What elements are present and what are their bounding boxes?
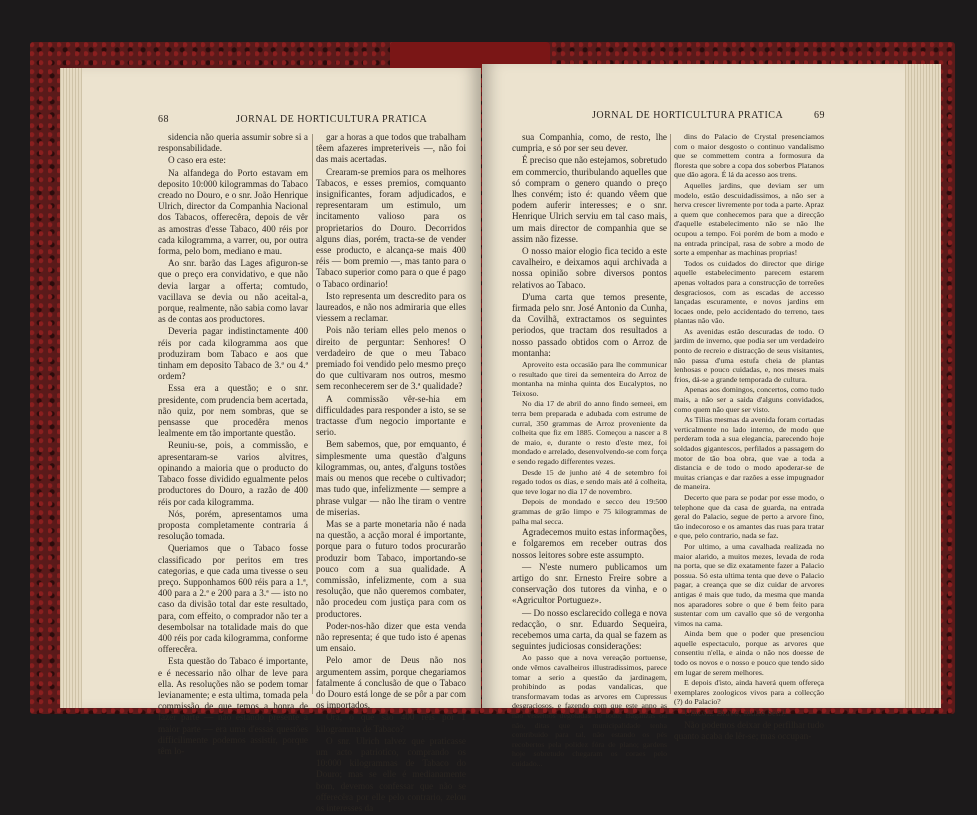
paragraph: Deveria pagar indistinctamente 400 réis por cada kilogramma aos que produziram bom Tabaco e aos que tinham em deposito Tabaco de 3.ª ou 4.ª ordem? <box>158 326 308 382</box>
paragraph: Poder-nos-hão dizer que esta venda não representa; é que tudo isto é apenas um ensaio. <box>316 620 466 654</box>
paragraph: Aproveito esta occasião para lhe communicar o resultado que tirei da sementeira do Arroz de montanha na minha quinta dos Eucalyptos, no Teixoso. <box>512 360 667 398</box>
paragraph: Unico!.. Bravo; muito bem! <box>684 708 787 719</box>
paragraph: Ainda bem que o poder que presenciou aquelle espectaculo, porque as arvores que consentiu n'ella, e ainda o não nos doesse de todo os novos e o nosso e pouco que tendo sido em lugar de serem melhores. <box>674 629 824 677</box>
right-page <box>482 64 927 768</box>
column-divider <box>312 134 313 694</box>
left-column-1 <box>158 132 308 758</box>
left-page-number: 68 <box>158 114 169 125</box>
left-page <box>60 68 481 813</box>
paragraph: Na alfandega do Porto estavam em deposito 10:000 kilogrammas do Tabaco creado no Douro, e o snr. João Henrique Ulrich, director da Companhia Nacional dos Tabacos, offerecêra, depois de vêr as amostras d'esse Tabaco, 400 réis por cada kilogramma, a varrer, ou, por outra forma, pelo bom, mediano e mau. <box>158 167 308 257</box>
paragraph: Desde 15 de junho até 4 de setembro foi regado todos os dias, e sendo mais até á colheita, que teve logar no dia 17 de novembro. <box>512 467 667 496</box>
right-column-1 <box>512 132 667 770</box>
paragraph: Ora, o que são 400 réis por 1 kilogramma de Tabaco? <box>316 712 466 734</box>
paragraph: As avenidas estão descuradas de todo. O jardim de inverno, que podia ser um verdadeiro ponto de recreio e distracção de seus visitantes, não passa d'uma estufa cheia de plantas lenhosas e pouco cuidadas, e, nos meses mais frios, dá-se a grande temporada de cultura. <box>674 326 824 384</box>
paragraph: Isto representa um descredito para os laureados, e não nos admiraria que elles viessem a reclamar. <box>316 290 466 324</box>
paragraph: sua Companhia, como, de resto, lhe cumpria, e só por ser seu dever. <box>512 132 667 154</box>
paragraph: Todos os cuidados do director que dirige aquelle estabelecimento parecem estarem apenas voltados para a construcção de torreões desgraciosos, com as escadas de accesso lançadas escuramente, e novos jardins em locaes onde, pelo accidentado do terreno, taes plantas não vão. <box>674 258 824 326</box>
paragraph: Aquelles jardins, que deviam ser um modelo, estão descuidadissimos, a não ser a herva crescer livremente por toda a parte. Apraz a quem que conhecemos para que a direcção d'aquelle estabelecimento não se não lhe ocupou a tempo. Foi porém de bom a modo e na entrada principal, rasa de sobre a modo de sorte a empenhar as machinas proprias! <box>674 180 824 258</box>
left-page-edges <box>60 68 82 708</box>
paragraph: Esta questão do Tabaco é importante, e é necessario não olhar de leve para ella. As resoluções não se podem tomar levianamente; e esta ultima, tomada pela commissão de que temos a honra de fazer parte — não estando presente a maior parte — era uma d'essas questões difficilimente podemos assistir, porque têm lo- <box>158 656 308 756</box>
paragraph: Pelo amor de Deus não nos argumentem assim, porque chegariamos fatalmente á conclusão de que o Tabaco do Douro está longe de se pôr a par com os importados. <box>316 655 466 711</box>
paragraph: A commissão vêr-se-hia em difficuldades para responder a isto, se se tractasse d'um negocio importante e serio. <box>316 393 466 438</box>
paragraph: — Do nosso esclarecido collega e nova redacção, o snr. Eduardo Sequeira, recebemos uma carta, da qual se fazem as seguintes judiciosas considerações: <box>512 607 667 652</box>
paragraph: É preciso que não estejamos, sobretudo em commercio, thuribulando aquelles que só compram o genero quando o preço lhes convém; isto é: quando vêem que podem auferir interesses; e o snr. Henrique Ulrich serviu em tal caso mais, um mais director de companhia que se assim não fizesse. <box>512 155 667 244</box>
paragraph: Essa era a questão; e o snr. presidente, com prudencia bem acertada, não quiz, por nem sombras, que se pensasse que procedêra menos lealmente em tão importante questão. <box>158 383 308 439</box>
paragraph: O nosso maior elogio fica tecido a este cavalheiro, e deixamos aqui archivada a nossa opinião sobre diversos pontos relativos ao Tabaco. <box>512 246 667 290</box>
paragraph: Ao passo que a nova vereação portuense, onde vêmos cavalheiros illustradissimos, parece tomar a serio a questão da jardinagem, prohibindo as podas vandalicas, que transformavam todas as arvores em Cupressus desgraciosos, e fazendo com que este anno as não vissemos degoladas de todo, Baganzas ou não, ditas que a municipalidade tenha contribuido para tal, não estando os pés recobertos pela polidez fóra de plano; gardens hoje sobretudo chegaram os coraes pelo cuidado... <box>512 653 667 768</box>
right-running-header: JORNAL DE HORTICULTURA PRATICA <box>592 110 784 121</box>
paragraph: Nós, porém, apresentamos uma proposta completamente contraria á resolução tomada. <box>158 508 308 542</box>
paragraph: dins do Palacio de Crystal presenciamos com o maior desgosto o continuo vandalismo que se commettem contra a formosura da floresta que sobre a copa dos soberbos Platanos que dão agora. É lá da acesso aos trens. <box>674 132 824 180</box>
paragraph: O snr. Ulrich talvez que praticasse um acto patriotico, comprando os 10:000 kilogrammas de Tabaco do Douro; mas se elle é medianamente bom, devemos confessar que não se offerecêra por elle pelo contrario, zelou os interesses da <box>316 735 466 813</box>
paragraph: No dia 17 de abril do anno findo semeei, em terra bem preparada e adubada com estrume de curral, 350 grammas de Arroz proveniente da colheita que fiz em 1885. Começou a nascer a 8 de maio, e, durante o resto d'este mez, foi mondado e arrelado, desenvolvendo-se com força e sendo regado differentes vezes. <box>512 399 668 466</box>
paragraph: Depois de mondado e secco deu 19:500 grammas de grão limpo e 75 kilogrammas de palha mal secca. <box>512 497 667 526</box>
paragraph: Ao snr. barão das Lages afiguron-se que o preço era convidativo, e que não devia largar a offerta; comtudo, vacillava se devia ou não aceital-a, porque, realmente, não sabia como lavar as de contas aos productores. <box>158 258 308 325</box>
paragraph: Mas se a parte monetaria não é nada na questão, a acção moral é importante, porque para o futuro todos procurarão produzir bom Tabaco, importando-se pouco com a sua qualidade. A commissão, infelizmente, com a sua resolução, que não queremos combater, não procedeu com justiça para com os productores. <box>316 518 466 619</box>
paragraph: Decerto que para se podar por esse modo, o telephone que da casa de guarda, na entrada geral do Palacio, segue de perto a arvore fino, tão indecoroso e os amantes das ruas para tratar e que, pelo contrario, nada se faz. <box>674 492 824 541</box>
column-divider <box>670 134 671 694</box>
paragraph: D'uma carta que temos presente, firmada pelo snr. José Antonio da Cunha, da Covilhã, extractamos os seguintes periodos, que tractam dos resultados a nosso passado obtidos com o Arroz de montanha: <box>512 291 667 358</box>
paragraph: Bem sabemos, que, por emquanto, é simplesmente uma questão d'alguns kilogrammas, ou, antes, d'alguns tostões mais ou menos que recebe o cultivador; mas tudo que, infelizmente — sempre a phrase vulgar — não lhe tiram o ventre de miserias. <box>316 439 466 517</box>
left-running-header: JORNAL DE HORTICULTURA PRATICA <box>236 114 428 125</box>
paragraph: gar a horas a que todos que trabalham têem afazeres impreteriveis —, não foi das mais acertadas. <box>316 132 466 165</box>
paragraph: O caso era este: <box>168 155 226 166</box>
left-column-2 <box>316 132 466 815</box>
paragraph: Por ultimo, a uma cavalhada realizada no maior alarido, a muitos mezes, levada de roda na porta, que se diz exatamente fazer a Palacio possua. Só esta ultima tenta que deve o Palacio pagar, a creança que se diz cuidar de arvores antigas é mais que tudo, da mesma que manda nos aparadores sobre o que é bem feito para sustentar com um cavallo que só de vergonha vimos na cama. <box>674 541 824 628</box>
paragraph: As Tilias mesmas da avenida foram cortadas verticalmente no lado interno, de modo que perderam toda a sua elegancia, parecendo hoje soldados gigantescos, perfilados a passagem do motor de tão boa obra, que vae a toda a distancia e de todo o modo apoderar-se de muitas crianças e dar razões a esse impugnador de maneira. <box>674 415 824 492</box>
paragraph: Reuniu-se, pois, a commissão, e apresentaram-se varios alvitres, opinando a maioria que o producto do Tabaco fosse dividido egualmente pelos productores do Douro, a razão de 400 réis por cada kilogramma. <box>158 440 308 507</box>
right-page-number: 69 <box>814 110 825 121</box>
paragraph: Crearam-se premios para os melhores Tabacos, e esses premios, comquanto insignificantes, foram adjudicados, e representaram um estimulo, um incitamento valioso para os proprietarios do Douro. Decorridos alguns dias, porém, tracta-se de vender esse producto, e alcança-se mais 400 réis — bom premio —, mas tanto para o Tabaco superior como para o que é pago o Tabaco ordinario! <box>316 166 466 289</box>
paragraph: Agradecemos muito estas informações, e folgaremos em receber outras dos nossos leitores sobre este assumpto. <box>512 527 667 560</box>
paragraph: — N'este numero publicamos um artigo do snr. Ernesto Freire sobre a conservação dos tutores da vinha, e o «Agricultor Portuguez». <box>512 561 667 606</box>
paragraph: sidencia não queria assumir sobre si a responsabilidade. <box>158 132 308 154</box>
right-page-edges <box>905 64 941 708</box>
paragraph: E depois d'isto, ainda haverá quem offereça exemplares zoologicos vivos para a collecção (?) do Palacio? <box>674 678 824 707</box>
right-column-2 <box>674 132 824 744</box>
paragraph: Não podemos deixar de perfilhar tudo quanto acaba de lêr-se; mas occupan- <box>674 720 824 742</box>
paragraph: Apenas aos domingos, concertos, como tudo mais, a não ser a saida d'alguns convidados, como quem não quer ser visto. <box>674 385 824 414</box>
paragraph: Pois não teriam elles pelo menos o direito de perguntar: Senhores! O verdadeiro de que o meu Tabaco premiado foi vendido pelo mesmo preço do que cultivaram nos outros, mesmo sem reconhecerem ser de 3.ª qualidade? <box>316 325 466 392</box>
paragraph: Queriamos que o Tabaco fosse classificado por peritos em tres categorias, e que cada uma tivesse o seu preço. Supponhamos 600 réis para a 1.ª, 400 para a 2.ª e 200 para a 3.ª — isto no caso da divisão total dar este resultado, para, com effeito, o comprador não ter a desembolsar na totalidade mais do que 400 réis por cada kilogramma, conforme offerecêra. <box>158 543 308 655</box>
